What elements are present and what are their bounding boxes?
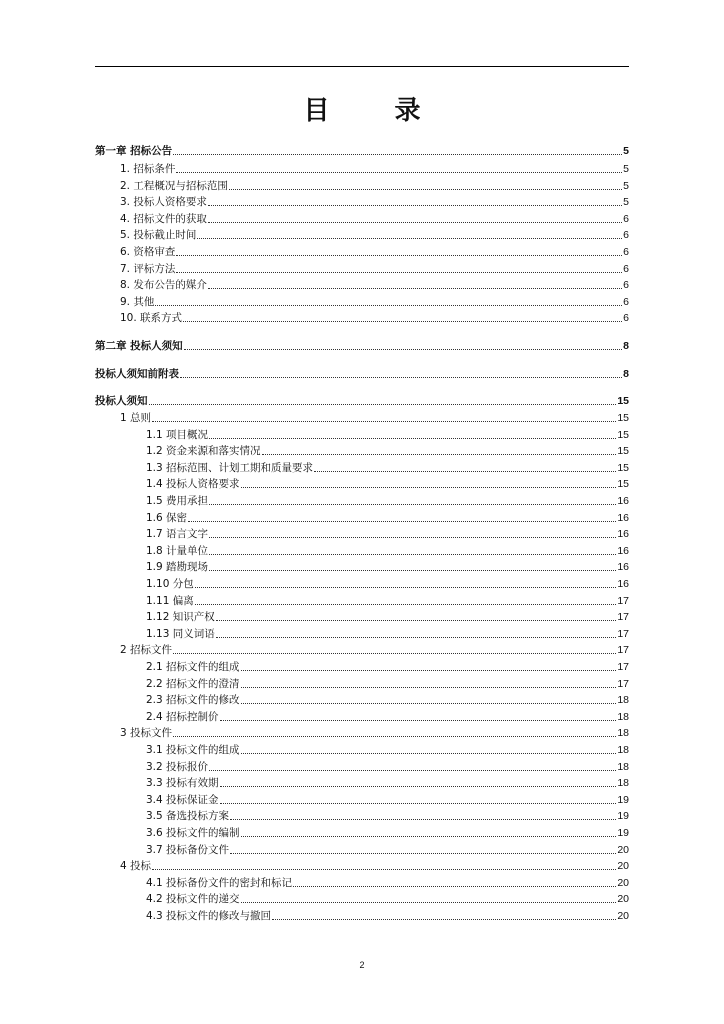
toc-entry-page: 15: [617, 445, 629, 458]
toc-entry-page: 18: [617, 694, 629, 707]
toc-entry-page: 20: [617, 876, 629, 889]
toc-entry-label: 3.4 投标保证金: [146, 793, 219, 806]
toc-entry[interactable]: [146, 526, 629, 540]
toc-entry-page: 17: [617, 594, 629, 607]
toc-entry-label: 2.3 招标文件的修改: [146, 694, 240, 707]
toc-entry-label: 3. 投标人资格要求: [120, 196, 207, 209]
toc-entry[interactable]: [146, 427, 629, 441]
toc-entry[interactable]: [120, 725, 629, 739]
toc-entry-label: 第二章 投标人须知: [95, 340, 183, 352]
toc-entry-label: 1.12 知识产权: [146, 611, 215, 624]
toc-dot-leader: [209, 554, 616, 555]
toc-dot-leader: [195, 587, 617, 588]
toc-entry-label: 1.7 语言文字: [146, 528, 209, 541]
toc-entry-page: 15: [617, 395, 629, 407]
toc-entry-label: 8. 发布公告的媒介: [120, 279, 207, 292]
toc-entry[interactable]: [120, 410, 629, 424]
toc-dot-leader: [173, 736, 616, 737]
toc-entry-label: 2.1 招标文件的组成: [146, 661, 240, 673]
toc-entry[interactable]: [146, 891, 629, 905]
toc-entry-label: 1.5 费用承担: [146, 495, 209, 507]
toc-entry-page: 18: [617, 760, 629, 773]
toc-entry-page: 5: [623, 196, 629, 209]
page-title: 目 录: [303, 96, 449, 126]
toc-dot-leader: [241, 487, 617, 488]
toc-dot-leader: [314, 471, 616, 472]
toc-entry[interactable]: [146, 593, 629, 607]
toc-entry-label: 1 总则: [120, 412, 152, 424]
toc-entry[interactable]: [146, 476, 629, 490]
toc-entry[interactable]: [146, 825, 629, 839]
toc-dot-leader: [208, 222, 622, 223]
toc-dot-leader: [197, 238, 622, 239]
toc-dot-leader: [149, 404, 617, 405]
toc-entry[interactable]: [146, 510, 629, 524]
toc-entry[interactable]: [146, 543, 629, 557]
toc-entry-page: 5: [623, 163, 629, 175]
toc-entry-page: 15: [617, 461, 629, 474]
toc-entry[interactable]: [120, 294, 629, 308]
toc-entry-page: 6: [623, 312, 629, 325]
toc-entry-label: 1.4 投标人资格要求: [146, 478, 240, 491]
toc-dot-leader: [262, 454, 617, 455]
toc-entry-label: 投标人须知: [95, 395, 148, 407]
toc-dot-leader: [241, 687, 617, 688]
toc-entry[interactable]: [120, 227, 629, 241]
toc-entry-label: 10. 联系方式: [120, 312, 183, 325]
toc-entry[interactable]: [146, 792, 629, 806]
toc-entry[interactable]: [120, 277, 629, 291]
toc-entry-label: 1.8 计量单位: [146, 544, 209, 557]
toc-entry-page: 6: [623, 262, 629, 275]
toc-entry-page: 19: [617, 793, 629, 806]
toc-entry-label: 1. 招标条件: [120, 163, 176, 175]
toc-dot-leader: [209, 537, 616, 538]
toc-entry-page: 5: [623, 145, 629, 157]
page-number: 2: [359, 960, 365, 970]
toc-dot-leader: [216, 637, 617, 638]
toc-entry-page: 16: [617, 528, 629, 541]
toc-entry-label: 3 投标文件: [120, 727, 173, 740]
toc-dot-leader: [155, 305, 622, 306]
toc-entry-label: 投标人须知前附表: [95, 368, 179, 380]
toc-entry-page: 8: [623, 368, 629, 380]
toc-entry[interactable]: [146, 676, 629, 690]
toc-entry-page: 19: [617, 827, 629, 839]
toc-entry-page: 20: [617, 893, 629, 906]
toc-dot-leader: [188, 521, 616, 522]
toc-dot-leader: [220, 786, 617, 787]
toc-entry-label: 2 招标文件: [120, 644, 173, 657]
toc-entry-page: 18: [617, 777, 629, 790]
toc-entry-page: 6: [623, 229, 629, 242]
toc-entry-label: 6. 资格审查: [120, 246, 176, 258]
toc-dot-leader: [216, 620, 617, 621]
toc-entry-page: 19: [617, 810, 629, 823]
toc-entry-label: 1.2 资金来源和落实情况: [146, 445, 261, 458]
toc-entry-label: 7. 评标方法: [120, 262, 176, 275]
toc-entry-label: 1.10 分包: [146, 578, 194, 590]
toc-entry-label: 1.3 招标范围、计划工期和质量要求: [146, 461, 314, 474]
toc-entry-page: 16: [617, 578, 629, 590]
toc-entry[interactable]: [120, 211, 629, 225]
toc-entry[interactable]: [146, 576, 629, 590]
toc-entry[interactable]: [146, 559, 629, 573]
toc-entry[interactable]: [120, 858, 629, 872]
toc-dot-leader: [230, 853, 616, 854]
toc-entry[interactable]: [120, 244, 629, 258]
toc-dot-leader: [220, 720, 617, 721]
toc-entry-label: 9. 其他: [120, 295, 155, 308]
toc-entry-label: 5. 投标截止时间: [120, 229, 197, 242]
toc-entry-label: 4.3 投标文件的修改与撤回: [146, 910, 272, 922]
toc-dot-leader: [152, 869, 616, 870]
toc-entry-label: 1.6 保密: [146, 511, 188, 524]
toc-entry[interactable]: [146, 659, 629, 673]
toc-entry-page: 18: [617, 744, 629, 756]
toc-entry[interactable]: [146, 842, 629, 856]
toc-dot-leader: [209, 570, 616, 571]
toc-dot-leader: [209, 438, 616, 439]
toc-dot-leader: [208, 288, 622, 289]
toc-entry[interactable]: [146, 609, 629, 623]
toc-entry-page: 16: [617, 495, 629, 507]
toc-dot-leader: [241, 703, 617, 704]
toc-entry[interactable]: [95, 393, 629, 407]
toc-entry-page: 18: [617, 727, 629, 740]
toc-dot-leader: [176, 272, 622, 273]
toc-dot-leader: [208, 205, 622, 206]
toc-entry-label: 4.2 投标文件的递交: [146, 893, 240, 906]
toc-entry-page: 6: [623, 212, 629, 225]
toc-entry-page: 20: [617, 860, 629, 873]
toc-dot-leader: [184, 349, 623, 350]
toc-entry-label: 3.3 投标有效期: [146, 777, 219, 790]
toc-dot-leader: [241, 902, 617, 903]
toc-entry-page: 16: [617, 544, 629, 557]
toc-dot-leader: [209, 770, 616, 771]
toc-entry[interactable]: [146, 443, 629, 457]
toc-entry[interactable]: [146, 709, 629, 723]
toc-entry-page: 15: [617, 428, 629, 441]
toc-entry-label: 2. 工程概况与招标范围: [120, 179, 228, 192]
toc-entry[interactable]: [120, 161, 629, 175]
toc-entry-label: 第一章 招标公告: [95, 145, 173, 157]
toc-entry[interactable]: [146, 775, 629, 789]
toc-entry[interactable]: [120, 261, 629, 275]
toc-entry-page: 17: [617, 611, 629, 624]
toc-entry-label: 3.2 投标报价: [146, 760, 209, 773]
toc-entry-page: 17: [617, 677, 629, 690]
toc-entry-label: 2.2 招标文件的澄清: [146, 677, 240, 690]
toc-entry-page: 16: [617, 511, 629, 524]
toc-dot-leader: [180, 377, 622, 378]
toc-dot-leader: [195, 604, 617, 605]
toc-entry-page: 8: [623, 340, 629, 352]
toc-dot-leader: [176, 172, 622, 173]
toc-entry-page: 17: [617, 644, 629, 657]
toc-dot-leader: [293, 886, 616, 887]
toc-entry-page: 18: [617, 710, 629, 723]
toc-entry[interactable]: [146, 626, 629, 640]
toc-dot-leader: [241, 670, 617, 671]
toc-entry[interactable]: [120, 194, 629, 208]
toc-entry-label: 3.1 投标文件的组成: [146, 744, 240, 756]
toc-dot-leader: [209, 504, 616, 505]
toc-dot-leader: [176, 255, 622, 256]
toc-dot-leader: [220, 803, 617, 804]
toc-entry-label: 3.7 投标备份文件: [146, 843, 230, 856]
toc-entry-page: 5: [623, 179, 629, 192]
toc-entry-label: 3.6 投标文件的编制: [146, 827, 240, 839]
toc-entry-page: 6: [623, 246, 629, 258]
toc-dot-leader: [230, 819, 616, 820]
toc-entry-label: 1.1 项目概况: [146, 428, 209, 441]
toc-dot-leader: [272, 919, 616, 920]
toc-dot-leader: [183, 321, 622, 322]
toc-dot-leader: [241, 836, 617, 837]
toc-entry[interactable]: [146, 808, 629, 822]
toc-entry-label: 4 投标: [120, 860, 152, 873]
toc-entry[interactable]: [95, 338, 629, 352]
toc-entry[interactable]: [120, 642, 629, 656]
toc-entry-label: 3.5 备选投标方案: [146, 810, 230, 823]
toc-dot-leader: [229, 189, 622, 190]
toc-entry[interactable]: [120, 178, 629, 192]
toc-entry[interactable]: [146, 908, 629, 922]
toc-entry[interactable]: [95, 366, 629, 380]
toc-entry-page: 16: [617, 561, 629, 574]
toc-entry-page: 17: [617, 661, 629, 673]
toc-entry-label: 2.4 招标控制价: [146, 710, 219, 723]
toc-entry-label: 1.9 踏勘现场: [146, 561, 209, 574]
toc-entry[interactable]: [146, 460, 629, 474]
toc-entry-page: 15: [617, 478, 629, 491]
toc-entry-page: 15: [617, 412, 629, 424]
toc-entry-label: 4.1 投标备份文件的密封和标记: [146, 876, 293, 889]
toc-dot-leader: [241, 753, 617, 754]
toc-entry-page: 17: [617, 627, 629, 640]
toc-entry-page: 6: [623, 279, 629, 292]
toc-dot-leader: [173, 653, 616, 654]
toc-entry[interactable]: [146, 759, 629, 773]
toc-dot-leader: [173, 154, 622, 155]
toc-entry[interactable]: [146, 493, 629, 507]
toc-entry[interactable]: [95, 143, 629, 157]
toc-entry-page: 20: [617, 910, 629, 922]
toc-entry-label: 1.11 偏离: [146, 594, 194, 607]
toc-entry[interactable]: [146, 692, 629, 706]
toc-entry[interactable]: [120, 310, 629, 324]
toc-entry[interactable]: [146, 742, 629, 756]
toc-entry-page: 6: [623, 295, 629, 308]
toc-dot-leader: [152, 421, 616, 422]
toc-entry-label: 4. 招标文件的获取: [120, 212, 207, 225]
toc-entry[interactable]: [146, 875, 629, 889]
toc-entry-page: 20: [617, 843, 629, 856]
toc-entry-label: 1.13 同义词语: [146, 627, 215, 640]
